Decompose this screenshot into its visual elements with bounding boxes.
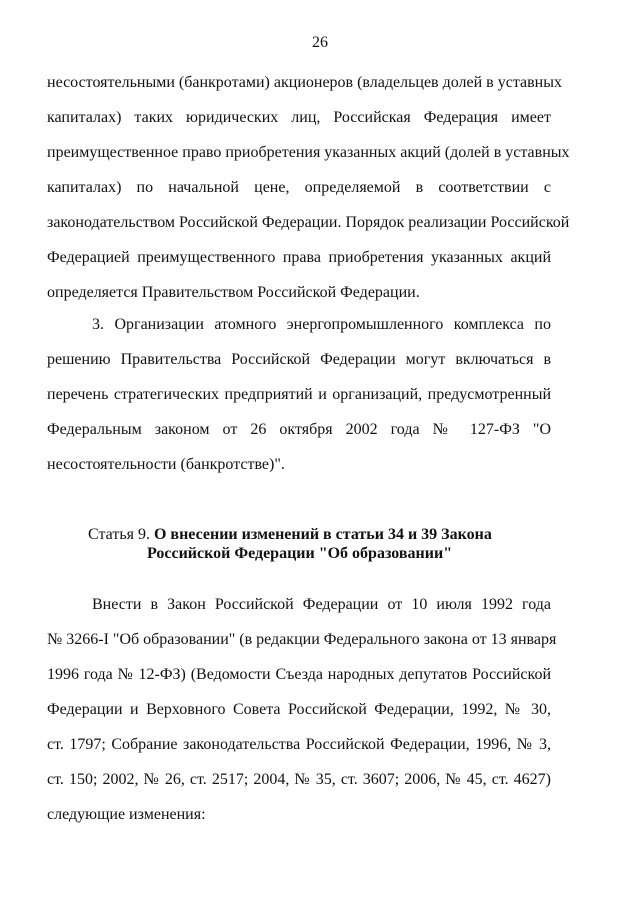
paragraph-continuation — [47, 65, 570, 310]
paragraph-amendment — [47, 587, 557, 832]
text-line: преимущественное право приобретения указанных акций (долей в уставных — [47, 144, 570, 161]
article-number: Статья 9. — [88, 526, 154, 543]
article-title-line2: Российской Федерации "Об образовании" — [147, 545, 453, 562]
text-line: следующие изменения: — [47, 806, 206, 823]
text-line: перечень стратегических предприятий и организаций, предусмотренный — [47, 386, 551, 403]
text-line: капиталах) по начальной цене, определяемой в соответствии с — [47, 179, 551, 196]
text-line: Федерацией преимущественного права приобретения указанных акций — [47, 249, 551, 266]
text-line: Федеральным законом от 26 октября 2002 года № 127-ФЗ "О — [47, 421, 551, 438]
text-line: Федерации и Верховного Совета Российской Федерации, 1992, № 30, — [47, 701, 551, 718]
text-line: ст. 1797; Собрание законодательства Российской Федерации, 1996, № 3, — [47, 736, 551, 753]
text-line: ст. 150; 2002, № 26, ст. 2517; 2004, № 35, ст. 3607; 2006, № 45, ст. 4627) — [47, 771, 551, 788]
text-line: решению Правительства Российской Федерации могут включаться в — [47, 351, 551, 368]
text-line: несостоятельными (банкротами) акционеров (владельцев долей в уставных — [47, 74, 562, 91]
article-title-line1: О внесении изменений в статьи 34 и 39 Закона — [153, 526, 492, 543]
text-line: определяется Правительством Российской Федерации. — [47, 284, 420, 301]
text-line: капиталах) таких юридических лиц, Российская Федерация имеет — [47, 109, 551, 126]
text-line: 3. Организации атомного энергопромышленного комплекса по — [92, 316, 551, 333]
article-heading — [88, 525, 568, 563]
text-line: несостоятельности (банкротстве)". — [47, 456, 285, 473]
text-line: законодательством Российской Федерации. Порядок реализации Российской — [47, 214, 570, 231]
page-number: 26 — [312, 34, 328, 51]
text-line: № 3266-I "Об образовании" (в редакции Федерального закона от 13 января — [47, 631, 557, 648]
text-line: 1996 года № 12-ФЗ) (Ведомости Съезда народных депутатов Российской — [47, 666, 551, 683]
text-line: Внести в Закон Российской Федерации от 10 июля 1992 года — [92, 596, 551, 613]
paragraph-item-3 — [47, 307, 551, 482]
